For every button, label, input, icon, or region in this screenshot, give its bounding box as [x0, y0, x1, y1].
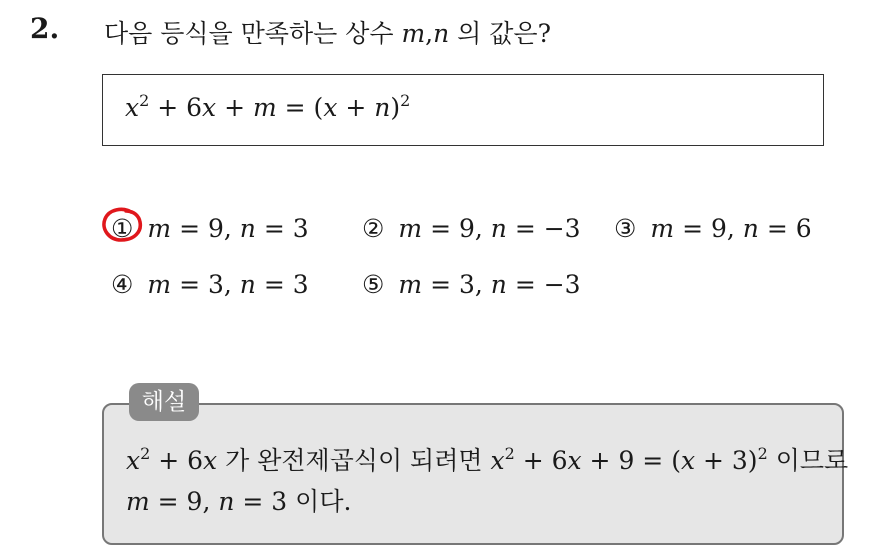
eq-exponent: 2 — [400, 91, 411, 110]
choice-n: n — [490, 270, 507, 299]
sol-text: 이다. — [287, 487, 352, 516]
var-n: n — [433, 19, 450, 48]
choice-m: m — [398, 214, 423, 243]
eq-term: = ( — [276, 93, 324, 122]
choice-m: m — [147, 214, 172, 243]
choice-m-value: = 9, — [674, 214, 743, 243]
choice-n: n — [742, 214, 759, 243]
choice-m-value: = 9, — [171, 214, 240, 243]
sol-exponent: 2 — [757, 444, 768, 463]
choice-n: n — [239, 214, 256, 243]
question-text — [104, 14, 551, 50]
sol-term: x — [680, 446, 696, 475]
eq-term: x — [125, 93, 140, 122]
choice-3[interactable] — [614, 214, 812, 243]
choice-n-value: = −3 — [506, 214, 581, 243]
choice-m: m — [147, 270, 172, 299]
sol-term: x — [203, 446, 218, 475]
eq-term: x — [323, 93, 338, 122]
choice-m-value: = 9, — [422, 214, 491, 243]
question-number: 2. — [30, 12, 60, 45]
choice-m-value: = 3, — [422, 270, 491, 299]
solution-line-2 — [126, 482, 351, 518]
eq-term: x — [202, 93, 217, 122]
choice-mark: ⑤ — [362, 270, 385, 299]
sol-term: + 6 — [150, 446, 204, 475]
choice-mark: ③ — [614, 214, 637, 243]
sol-term: n — [218, 487, 235, 516]
sol-exponent: 2 — [140, 444, 151, 463]
choice-mark: ② — [362, 214, 385, 243]
eq-term: + — [216, 93, 253, 122]
choice-2[interactable] — [362, 214, 581, 243]
choice-m: m — [650, 214, 675, 243]
choice-n: n — [490, 214, 507, 243]
eq-term: + 6 — [149, 93, 203, 122]
var-m: m — [401, 19, 426, 48]
question-text-before: 다음 등식을 만족하는 상수 — [104, 19, 402, 48]
choice-mark: ④ — [111, 270, 134, 299]
equation — [125, 93, 410, 122]
choice-m: m — [398, 270, 423, 299]
eq-exponent: 2 — [139, 91, 150, 110]
choice-n-value: = 3 — [255, 214, 309, 243]
choice-4[interactable] — [111, 270, 309, 299]
sol-term: x — [126, 446, 141, 475]
eq-term: m — [253, 93, 277, 122]
answer-circle-icon — [101, 206, 145, 244]
sol-term: m — [126, 487, 150, 516]
eq-term: + — [337, 93, 375, 122]
choice-n-value: = 6 — [758, 214, 812, 243]
choice-n-value: = 3 — [255, 270, 309, 299]
sol-term: + 6 — [514, 446, 568, 475]
sol-text: 이므로 — [767, 446, 849, 475]
sol-term: x — [490, 446, 505, 475]
sol-term: + 3) — [695, 446, 758, 475]
sol-term: = 9, — [149, 487, 219, 516]
sol-exponent: 2 — [504, 444, 515, 463]
sol-term: x — [567, 446, 582, 475]
solution-tag: 해설 — [129, 383, 199, 421]
sol-term: + 9 = ( — [581, 446, 681, 475]
solution-line-1 — [126, 441, 848, 477]
sol-text: 가 완전제곱식이 되려면 — [217, 446, 491, 475]
choice-n-value: = −3 — [506, 270, 581, 299]
choice-5[interactable] — [362, 270, 581, 299]
choice-n: n — [239, 270, 256, 299]
eq-term: n — [374, 93, 391, 122]
sol-term: = 3 — [234, 487, 288, 516]
equation-box — [102, 74, 824, 146]
choice-m-value: = 3, — [171, 270, 240, 299]
question-text-after: 의 값은? — [449, 19, 551, 48]
comma: , — [425, 19, 434, 48]
eq-term: ) — [390, 93, 401, 122]
choice-mark: ① — [111, 214, 134, 243]
